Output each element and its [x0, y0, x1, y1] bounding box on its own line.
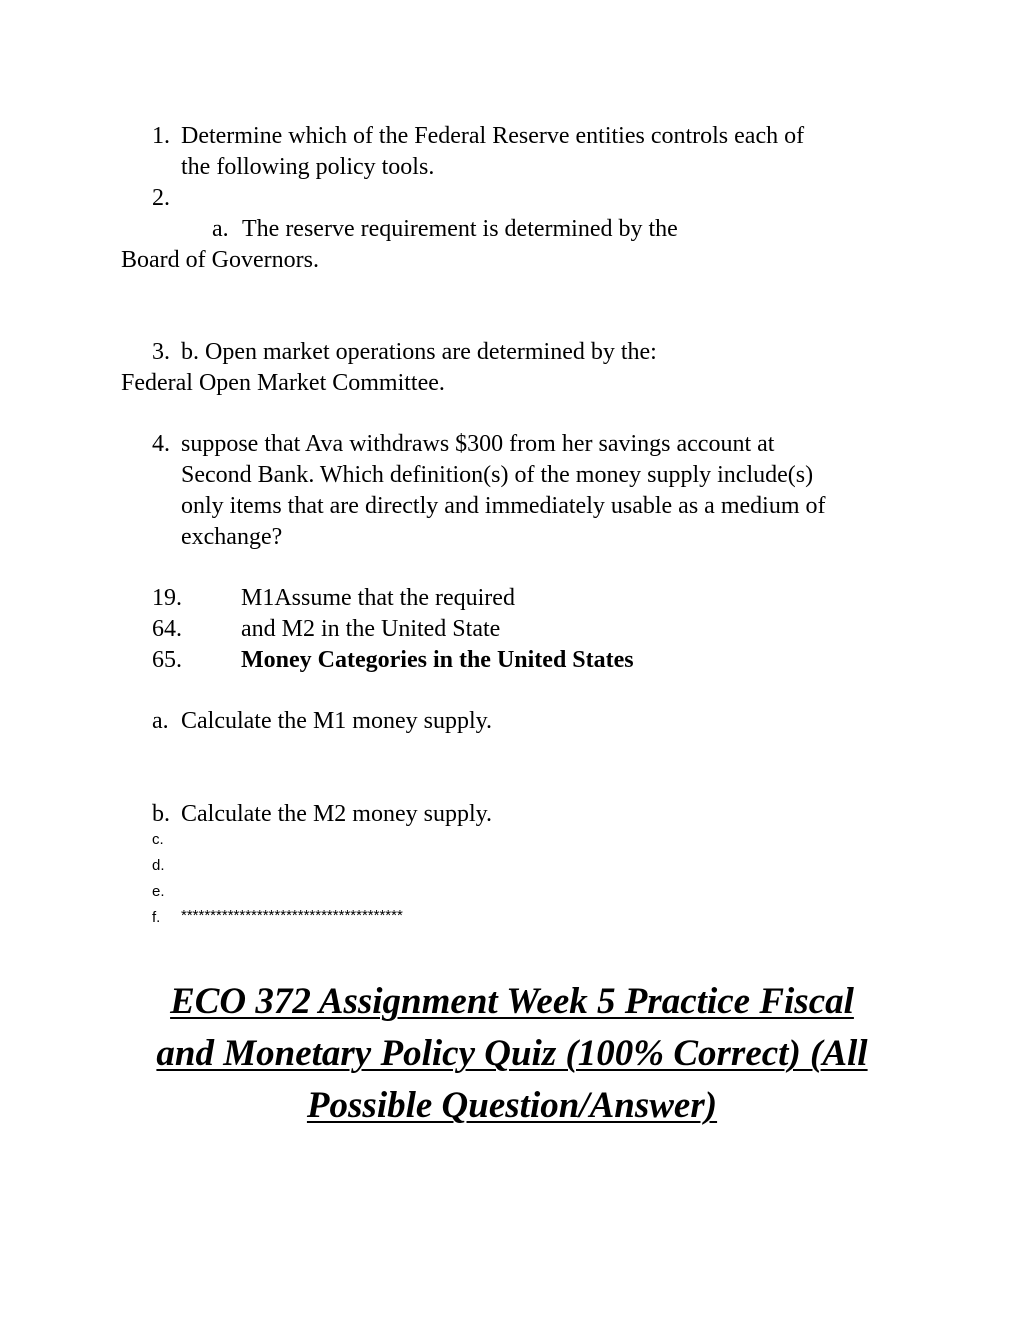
q64-text: and M2 in the United State	[241, 616, 501, 642]
q1-number: 1.	[152, 123, 170, 149]
q2a-letter: a.	[212, 216, 229, 242]
sub-d-letter: d.	[152, 857, 165, 874]
heading-line-1: ECO 372 Assignment Week 5 Practice Fiscal	[170, 981, 854, 1022]
sub-b-letter: b.	[152, 801, 170, 827]
q4-number: 4.	[152, 431, 170, 457]
heading-line-2: and Monetary Policy Quiz (100% Correct) (All	[156, 1033, 868, 1074]
q2a-answer: Board of Governors.	[121, 247, 319, 273]
q1-line-1: Determine which of the Federal Reserve entities controls each of	[181, 123, 805, 149]
q65-title: Money Categories in the United States	[241, 647, 634, 673]
document-heading	[100, 976, 924, 1132]
q64-number: 64.	[152, 616, 182, 642]
sub-f-separator: **************************************	[181, 907, 403, 924]
q4-line-4: exchange?	[181, 524, 283, 550]
sub-f-letter: f.	[152, 909, 161, 926]
q4-line-2: Second Bank. Which definition(s) of the money supply include(s)	[181, 462, 814, 488]
sub-a-letter: a.	[152, 708, 169, 734]
q4-line-3: only items that are directly and immediately usable as a medium of	[181, 493, 826, 519]
q3-text: b. Open market operations are determined by the:	[181, 339, 657, 365]
q2a-text: The reserve requirement is determined by the	[242, 216, 678, 242]
sub-b-text: Calculate the M2 money supply.	[181, 801, 493, 827]
q3-number: 3.	[152, 339, 170, 365]
q19-number: 19.	[152, 585, 182, 611]
sub-a-text: Calculate the M1 money supply.	[181, 708, 493, 734]
q4-line-1: suppose that Ava withdraws $300 from her savings account at	[181, 431, 775, 457]
q19-text: M1Assume that the required	[241, 585, 515, 611]
q65-number: 65.	[152, 647, 182, 673]
heading-line-3: Possible Question/Answer)	[306, 1085, 718, 1126]
sub-c-letter: c.	[152, 831, 164, 848]
sub-e-letter: e.	[152, 883, 165, 900]
q2-number: 2.	[152, 185, 170, 211]
q3-answer: Federal Open Market Committee.	[121, 370, 445, 396]
q1-line-2: the following policy tools.	[181, 154, 435, 180]
